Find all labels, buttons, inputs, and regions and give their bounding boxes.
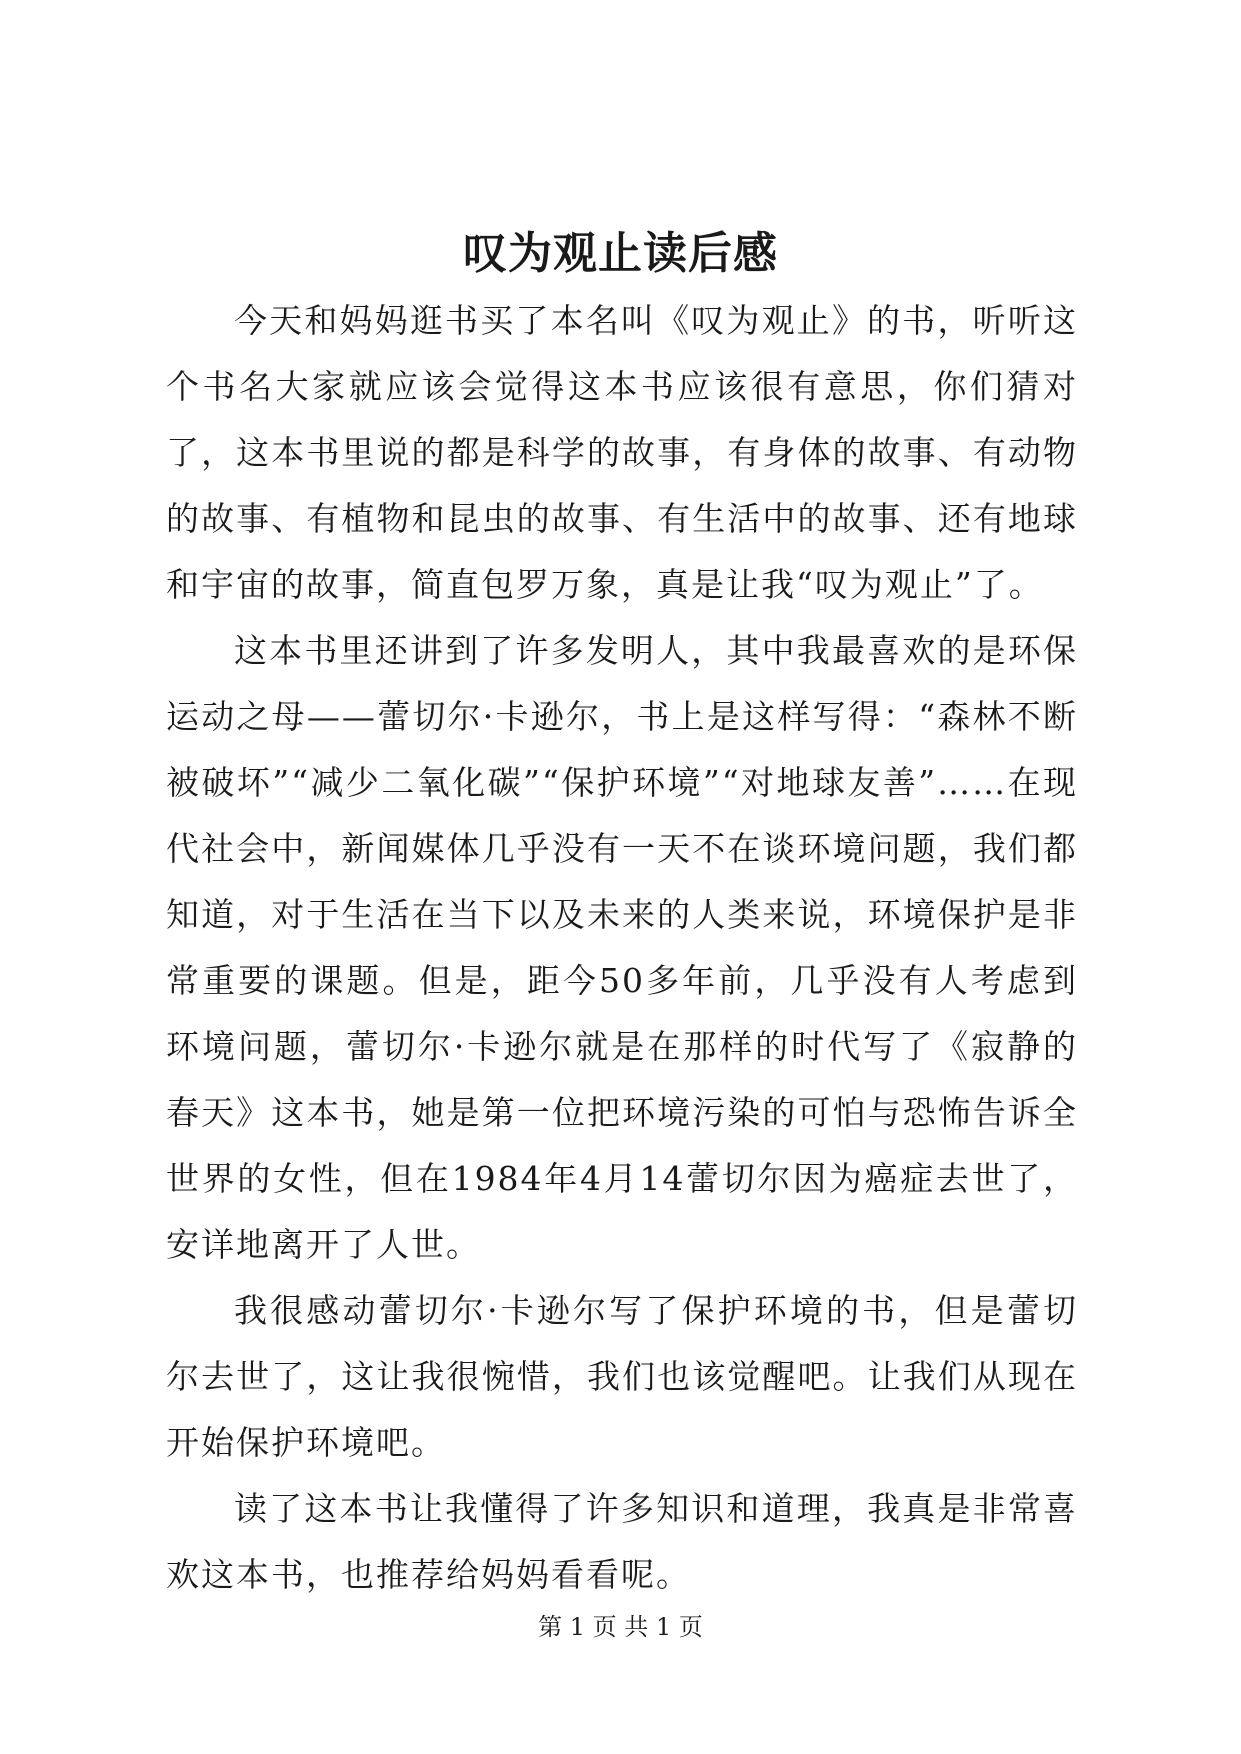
document-body [166, 288, 1078, 1608]
document-title: 叹为观止读后感 [463, 228, 778, 279]
paragraph-4: 读了这本书让我懂得了许多知识和道理，我真是非常喜欢这本书，也推荐给妈妈看看呢。 [166, 1489, 1078, 1594]
paragraph-2: 这本书里还讲到了许多发明人，其中我最喜欢的是环保运动之母——蕾切尔·卡逊尔，书上是这样写得：“森林不断被破坏”“减少二氧化碳”“保护环境”“对地球友善”……在现代社会中，新闻媒体几乎没有一天不在谈环境问题，我们都知道，对于生活在当下以及未来的人类来说，环境保护是非常重要的课题。但是，距今50多年前，几乎没有人考虑到环境问题，蕾切尔·卡逊尔就是在那样的时代写了《寂静的春天》这本书，她是第一位把环境污染的可怕与恐怖告诉全世界的女性，但在1984年4月14蕾切尔因为癌症去世了，安详地离开了人世。 [166, 631, 1078, 1264]
page-footer: 第 1 页 共 1 页 [538, 1613, 703, 1641]
paragraph-1: 今天和妈妈逛书买了本名叫《叹为观止》的书，听听这个书名大家就应该会觉得这本书应该很有意思，你们猜对了，这本书里说的都是科学的故事，有身体的故事、有动物的故事、有植物和昆虫的故事、有生活中的故事、还有地球和宇宙的故事，简直包罗万象，真是让我“叹为观止”了。 [166, 301, 1078, 604]
paragraph-3: 我很感动蕾切尔·卡逊尔写了保护环境的书，但是蕾切尔去世了，这让我很惋惜，我们也该觉醒吧。让我们从现在开始保护环境吧。 [166, 1291, 1078, 1462]
